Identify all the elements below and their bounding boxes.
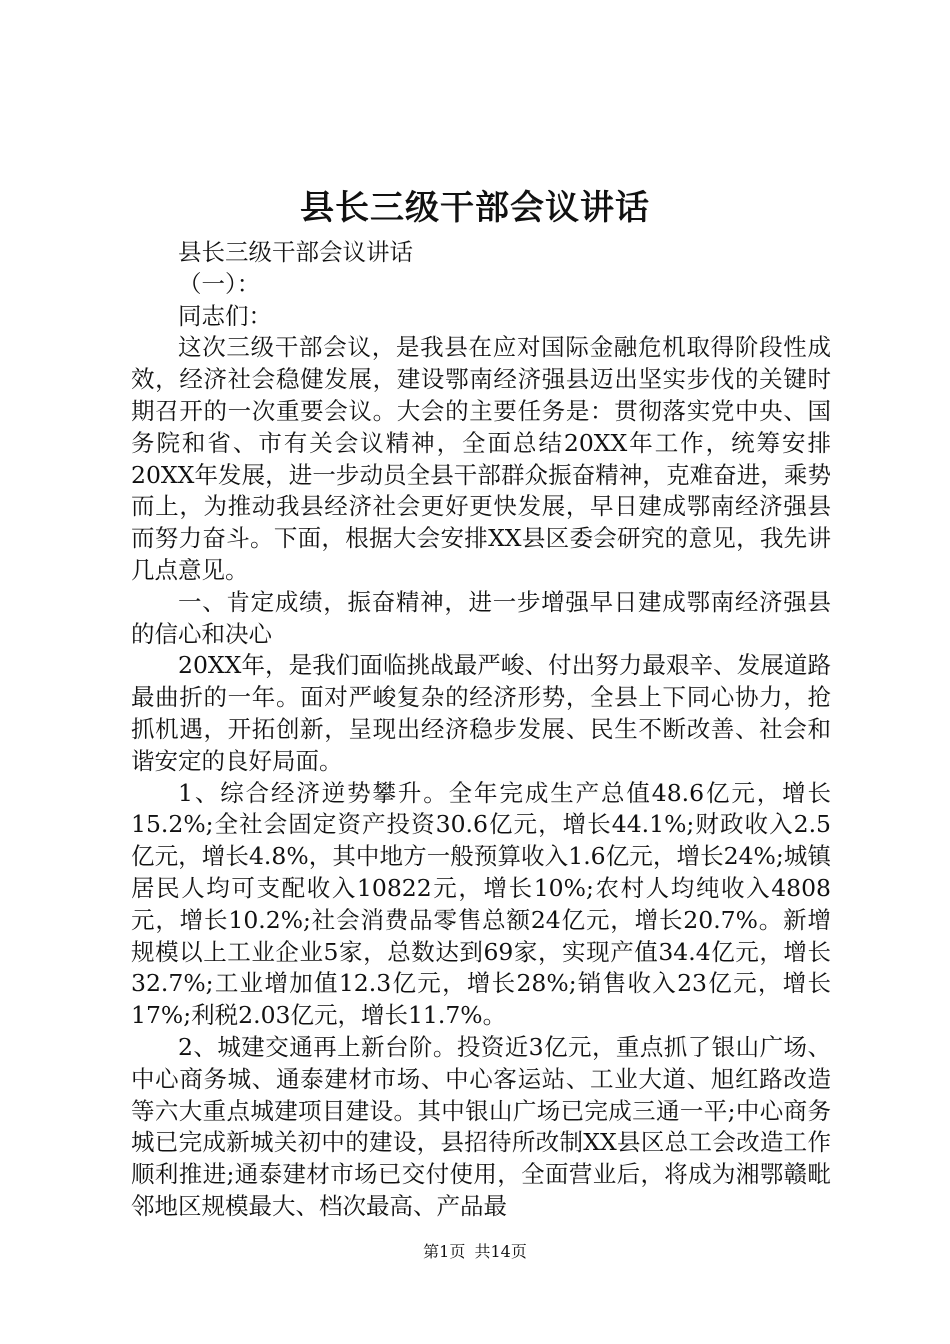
page-total: 共14页 — [474, 1242, 527, 1261]
paragraph-intro: 这次三级干部会议，是我县在应对国际金融危机取得阶段性成效，经济社会稳健发展，建设鄂南经济强县迈出坚实步伐的关键时期召开的一次重要会议。大会的主要任务是：贯彻落实党中央、国务院和省、市有关会议精神，全面总结20XX年工作，统筹安排20XX年发展，进一步动员全县干部群众振奋精神，克难奋进，乘势而上，为推动我县经济社会更好更快发展，早日建成鄂南经济强县而努力奋斗。下面，根据大会安排XX县区委会研究的意见，我先讲几点意见。 — [131, 333, 831, 584]
paragraph-year-review: 20XX年，是我们面临挑战最严峻、付出努力最艰辛、发展道路最曲折的一年。面对严峻复杂的经济形势，全县上下同心协力，抢抓机遇，开拓创新，呈现出经济稳步发展、民生不断改善、社会和谐安定的良好局面。 — [131, 651, 831, 775]
paragraph-subtitle: 县长三级干部会议讲话 — [178, 238, 413, 266]
page-footer — [0, 1241, 950, 1263]
paragraph-heading-one: 一、肯定成绩，振奋精神，进一步增强早日建成鄂南经济强县的信心和决心 — [131, 587, 831, 648]
document-body — [131, 237, 831, 1223]
paragraph-economy: 1、综合经济逆势攀升。全年完成生产总值48.6亿元，增长15.2%;全社会固定资产投资30.6亿元，增长44.1%;财政收入2.5亿元，增长4.8%，其中地方一般预算收入1.6亿元，增长24%;城镇居民人均可支配收入10822元，增长10%;农村人均纯收入4808元，增长10.2%;社会消费品零售总额24亿元，增长20.7%。新增规模以上工业企业5家，总数达到69家，实现产值34.4亿元，增长32.7%;工业增加值12.3亿元，增长28%;销售收入23亿元，增长17%;利税2.03亿元，增长11.7%。 — [131, 778, 831, 1030]
paragraph-urban-construction: 2、城建交通再上新台阶。投资近3亿元，重点抓了银山广场、中心商务城、通泰建材市场、中心客运站、工业大道、旭红路改造等六大重点城建项目建设。其中银山广场已完成三通一平;中心商务城已完成新城关初中的建设，县招待所改制XX县区总工会改造工作顺利推进;通泰建材市场已交付使用，全面营业后，将成为湘鄂赣毗邻地区规模最大、档次最高、产品最 — [131, 1032, 831, 1220]
page-number: 第1页 — [423, 1242, 466, 1261]
page-title: 县长三级干部会议讲话 — [300, 188, 650, 228]
paragraph-salutation: 同志们： — [178, 301, 272, 330]
paragraph-section-marker: （一）： — [178, 269, 261, 298]
